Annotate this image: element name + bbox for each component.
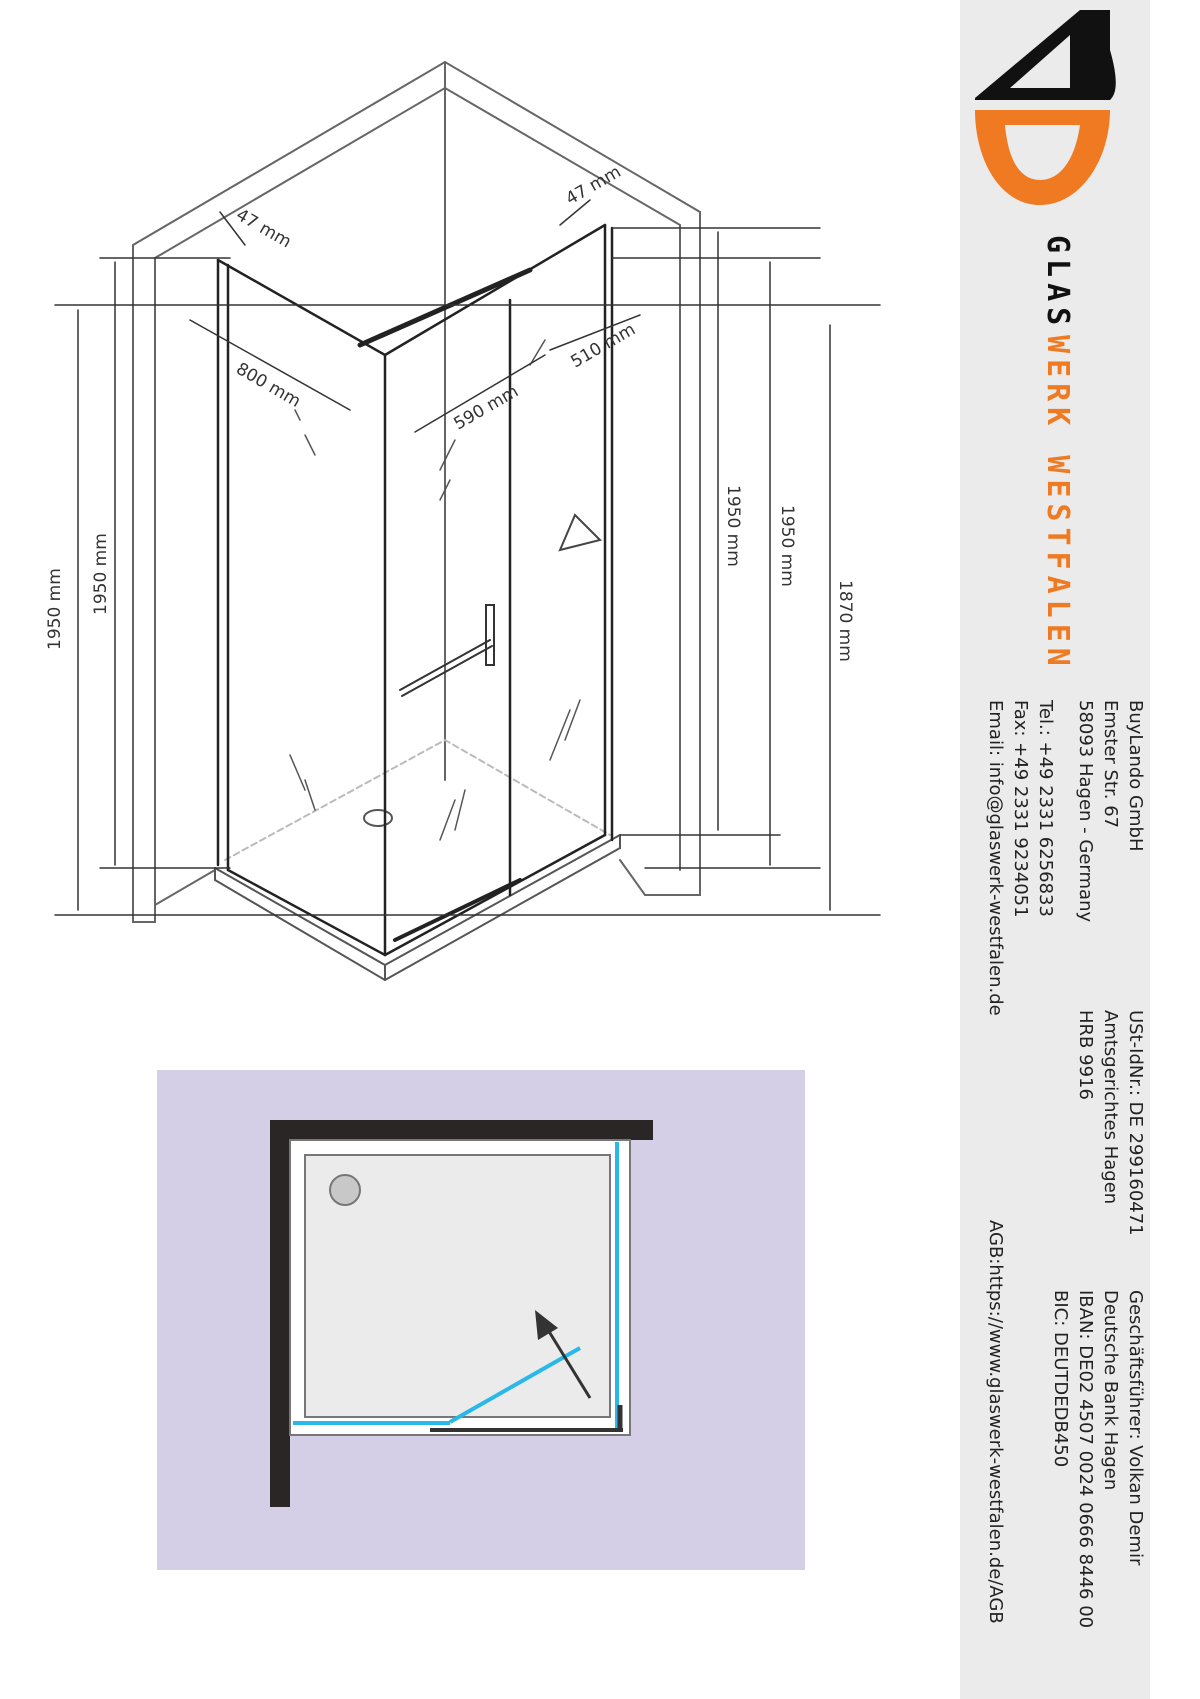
company-sidebar (960, 0, 1150, 1699)
legal-hrb: HRB 9916 (1075, 1010, 1096, 1100)
legal-iban: IBAN: DE02 4507 0024 0666 8446 00 (1075, 1290, 1096, 1629)
dim-width-left: 800 mm (232, 359, 304, 412)
dim-height-mid-right: 1950 mm (777, 505, 797, 587)
door-handle (400, 605, 494, 696)
legal-agb-link[interactable]: AGB:https://www.glaswerk-westfalen.de/AGB (985, 1220, 1006, 1624)
glass-reflections (290, 340, 580, 840)
dim-door-width: 590 mm (450, 381, 522, 435)
shower-cabin-drawing (0, 0, 950, 1000)
dim-wall-right: 47 mm (562, 161, 625, 210)
company-tel: Tel.: +49 2331 6256833 (1035, 700, 1056, 917)
drain-icon (364, 810, 392, 826)
dim-fixed-panel: 510 mm (567, 319, 639, 373)
legal-bic: BIC: DEUTDEDB450 (1050, 1290, 1071, 1468)
dim-wall-left: 47 mm (232, 205, 295, 253)
company-fax: Fax: +49 2331 9234051 (1010, 700, 1031, 918)
company-name: BuyLando GmbH (1125, 700, 1146, 852)
plan-wall-top (270, 1120, 653, 1140)
legal-bank: Deutsche Bank Hagen (1100, 1290, 1121, 1491)
gw-monogram-logo (975, 10, 1116, 205)
plan-drain-icon (330, 1175, 360, 1205)
dim-height-door: 1870 mm (835, 580, 855, 662)
brand-glas: GLAS (1040, 235, 1075, 332)
company-email: Email: info@glaswerk-westfalen.de (985, 700, 1006, 1016)
dim-height-inner-right: 1950 mm (723, 485, 743, 567)
dim-height-inner-left: 1950 mm (91, 533, 111, 615)
legal-vat: USt-IdNr.: DE 299160471 (1125, 1010, 1146, 1236)
brand-westfalen: WERK WESTFALEN (1040, 335, 1075, 672)
legal-ceo: Geschäftsführer: Volkan Demir (1125, 1290, 1146, 1566)
floor-plan-view (0, 1000, 960, 1699)
legal-court: Amtsgerichtes Hagen (1100, 1010, 1121, 1205)
company-city: 58093 Hagen - Germany (1075, 700, 1096, 923)
plan-wall-left (270, 1120, 290, 1507)
company-street: Emster Str. 67 (1100, 700, 1121, 829)
dim-height-outer-left: 1950 mm (45, 568, 65, 650)
corner-shelf-icon (560, 515, 600, 550)
glass-panels (218, 225, 612, 955)
